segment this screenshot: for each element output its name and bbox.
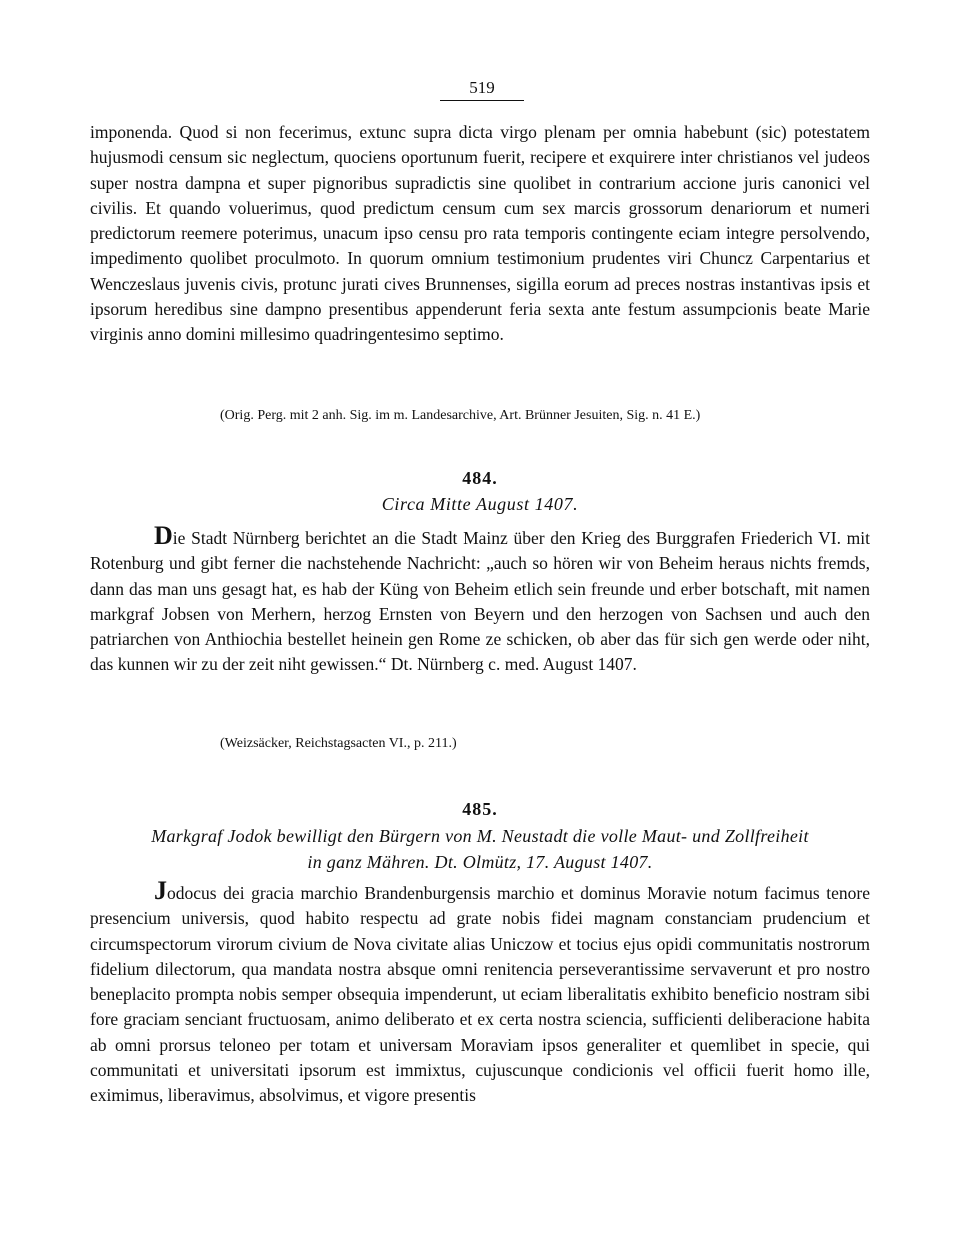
document-485-paragraph <box>90 876 870 1109</box>
document-484-date: Circa Mitte August 1407. <box>381 494 579 514</box>
document-485-number: 485. <box>462 799 498 819</box>
document-484-body <box>90 521 870 678</box>
document-485-text: odocus dei gracia marchio Brandenburgensis marchio et dominus Moravie notum facimus tenore presencium universis, quod habito respectu ad grate nobis fidei magnam constanciam prudencium et circumspectorum virorum civium de Nova civitate alias Uniczow et tocius ejus opidi communitatis nostrorum fidelium dilectorum, qua mandata nostra absque omni renitencia perseverantissime servaverunt et pro nostro beneplacito prompta nobis semper obsequia impenderunt, ut eciam liberalitatis exhibito beneficio nostram sibi fore graciam senciant fructuosam, animo deliberato et ex certa nostra sciencia, sufficienti deliberacione habita ab omni prorsus teloneo per totam et universam Moraviam ipsos generaliter et quemlibet in specie, qui communitati et universitati ipsorum est immixtus, cujuscunque condicionis vel officii fuerit homo ille, eximimus, liberavimus, absolvimus, et vigore presentis <box>90 883 870 1106</box>
document-484-source-citation: (Weizsäcker, Reichstagsacten VI., p. 211.) <box>220 736 457 751</box>
document-484-paragraph <box>90 521 870 678</box>
continuation-source-citation: (Orig. Perg. mit 2 anh. Sig. im m. Landesarchive, Art. Brünner Jesuiten, Sig. n. 41 E.) <box>220 408 701 423</box>
document-484-number: 484. <box>462 468 498 488</box>
continuation-paragraph: imponenda. Quod si non fecerimus, extunc supra dicta virgo plenam per omnia habebunt (sic) potestatem hujusmodi censum sic neglectum, quociens oportunum fuerit, recipere et exquirere inter christianos vel judeos super nostra dampna et super pignoribus supradictis sine quolibet in contrarium accione juris canonici vel civilis. Et quando voluerimus, quod predictum censum cum sex marcis grossorum denariorum et numeri predictorum reemere poterimus, unacum ipso censu pro rata temporis contingente eciam integre persolvendo, impedimento quolibet proculmoto. In quorum omnium testimonium prudentes viri Chuncz Carpentarius et Wenczeslaus juvenis civis, protunc jurati cives Brunnenses, sigilla eorum ad preces nostras instantivas ipsis et ipsorum heredibus sine dampno presentibus appenderunt feria sexta ante festum assumpcionis beate Marie virginis anno domini millesimo quadringentesimo septimo. <box>90 122 870 345</box>
document-485-body <box>90 876 870 1109</box>
document-484-text: ie Stadt Nürnberg berichtet an die Stadt Mainz über den Krieg des Burggrafen Friederich VI. mit Rotenburg und gibt ferner die nachstehende Nachricht: „auch so hören wir von Beheim heraus nichts fremds, dann das man uns gesagt hat, es hab der Küng von Beheim etlich sein freunde und erber botschaft, mit namen markgraf Jobsen von Merhern, herzog Ernsten von Beyern und den herzogen von Sachsen und auch den patriarchen von Anthiochia bestellet heinein gen Rome ze schicken, ob aber das für sich gen werde oder niht, das kunnen wir zu der zeit niht gewissen.“ Dt. Nürnberg c. med. August 1407. <box>90 528 870 675</box>
document-485-initial: J <box>154 876 167 905</box>
document-485-summary <box>90 823 870 875</box>
continuation-block <box>90 120 870 348</box>
page-number: 519 <box>440 78 524 101</box>
document-485-summary-line-2: in ganz Mähren. Dt. Olmütz, 17. August 1407. <box>307 852 653 872</box>
document-484-initial: D <box>154 521 173 550</box>
document-485-summary-line-1: Markgraf Jodok bewilligt den Bürgern von M. Neustadt die volle Maut- und Zollfreiheit <box>151 826 809 846</box>
